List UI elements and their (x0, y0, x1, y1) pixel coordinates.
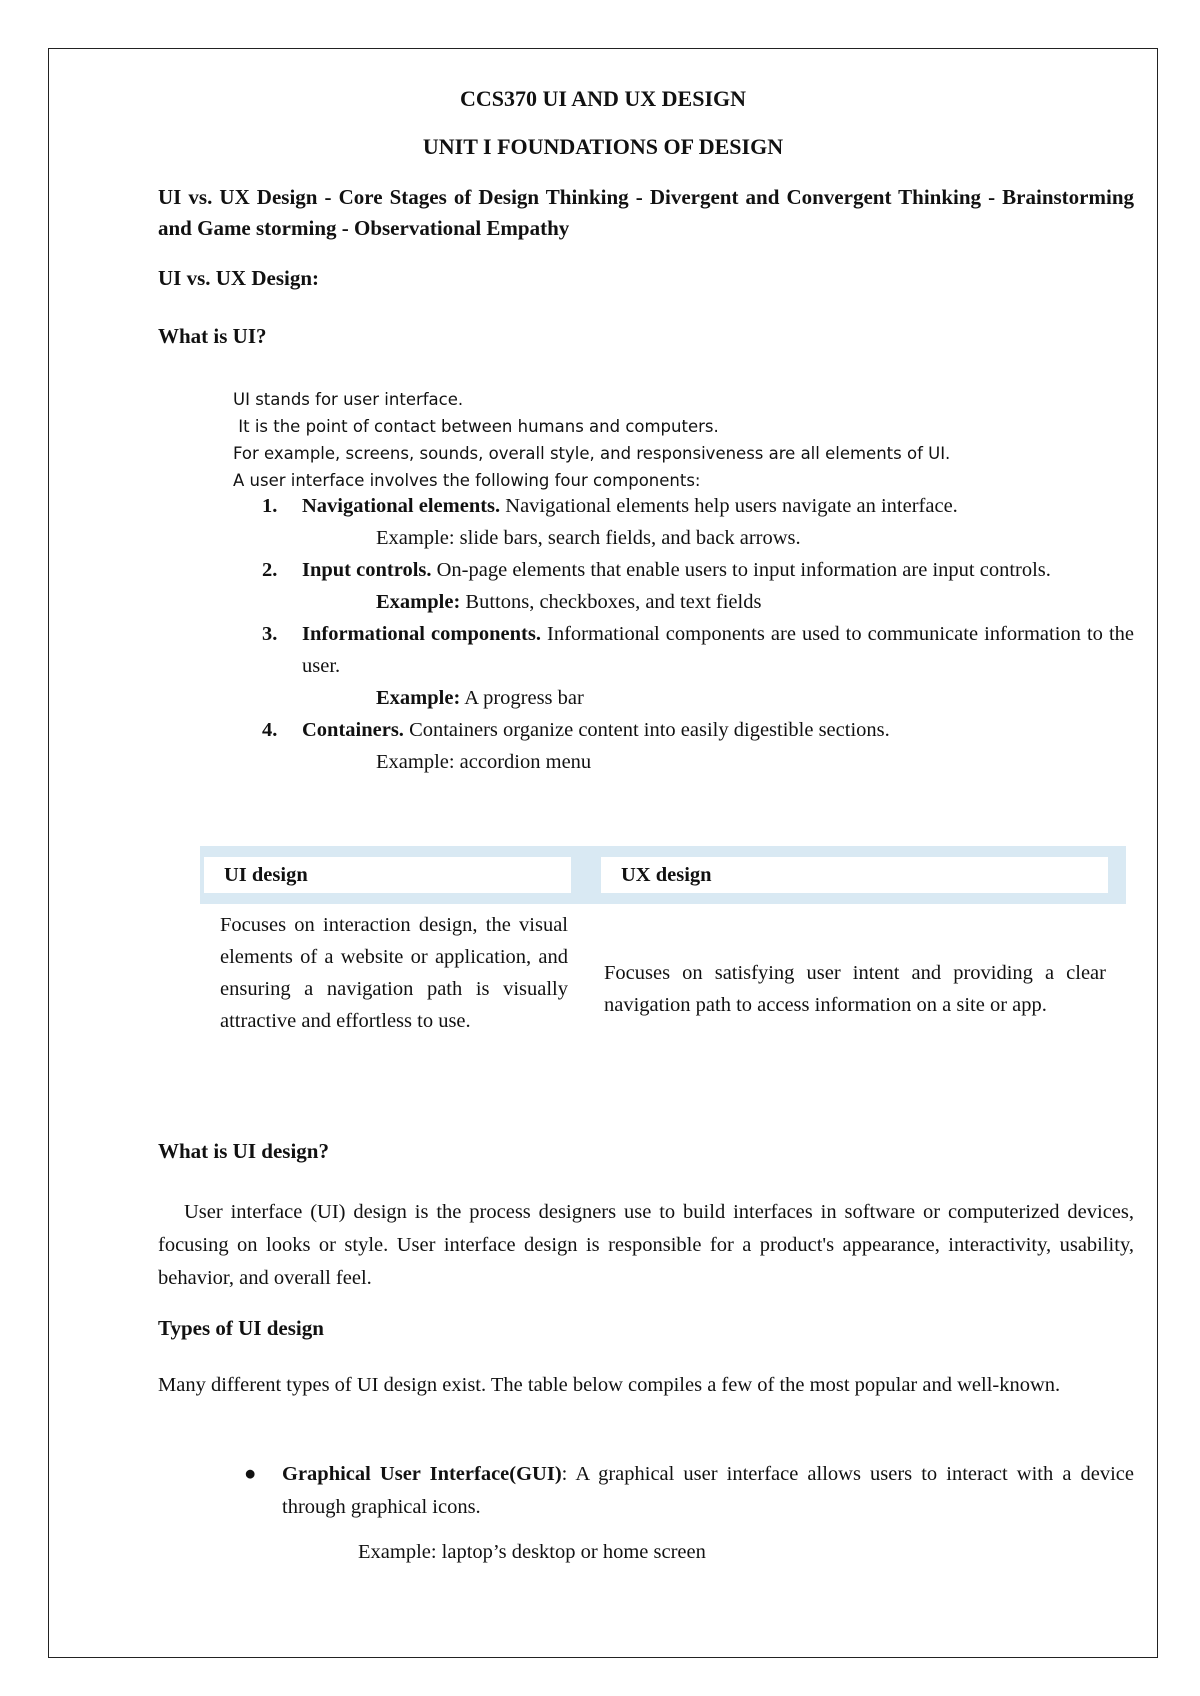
table-header-ux-design: UX design (601, 857, 1108, 893)
definition-line: UI stands for user interface. (233, 390, 464, 409)
item-description: Navigational elements help users navigate an interface. (500, 495, 958, 517)
item-term: Input controls. (302, 559, 432, 581)
heading-ui-vs-ux: UI vs. UX Design: (158, 266, 320, 290)
item-description: On-page elements that enable users to input information are input controls. (431, 559, 1051, 581)
item-number: 4. (262, 719, 278, 741)
item-description: Informational components are used to communicate information to the user. (302, 623, 1134, 677)
item-description: Containers organize content into easily digestible sections. (403, 719, 890, 741)
definition-line: For example, screens, sounds, overall style, and responsiveness are all elements of UI. (233, 444, 951, 463)
list-item (262, 714, 1134, 746)
bullet-item (244, 1458, 1134, 1524)
bullet-description: : A graphical user interface allows users to interact with a device through graphical icons. (282, 1463, 1134, 1518)
heading-what-is-ui: What is UI? (158, 324, 267, 348)
heading-what-is-ui-design: What is UI design? (158, 1139, 329, 1163)
list-item (262, 490, 1134, 522)
ui-design-paragraph: User interface (UI) design is the process designers use to build interfaces in software or computerized devices, focusing on looks or style. User interface design is responsible for a product's appearance, interactivity, usability, behavior, and overall feel. (158, 1201, 1134, 1289)
ui-definition-lines (233, 386, 950, 494)
bullet-example: Example: laptop’s desktop or home screen (358, 1541, 706, 1563)
item-example: Example: accordion menu (376, 751, 592, 773)
item-example: Example: slide bars, search fields, and back arrows. (376, 527, 801, 549)
bullet-dot-icon: ● (244, 1463, 257, 1485)
unit-title: UNIT I FOUNDATIONS OF DESIGN (422, 134, 784, 159)
item-term: Containers. (302, 719, 404, 741)
item-example: Example: Buttons, checkboxes, and text fields (376, 591, 762, 613)
ui-components-list (262, 490, 1134, 778)
item-number: 1. (262, 495, 278, 517)
comparison-table-header (200, 846, 1126, 904)
table-cell-ui-design: Focuses on interaction design, the visual elements of a website or application, and ensuring a navigation path is visually attractive and effortless to use. (220, 914, 568, 1032)
item-example: Example: A progress bar (376, 687, 584, 709)
definition-line: A user interface involves the following four components: (233, 471, 701, 490)
item-term: Informational components. (302, 623, 541, 645)
types-paragraph: Many different types of UI design exist. The table below compiles a few of the most popular and well-known. (158, 1374, 1061, 1396)
list-item (262, 618, 1134, 682)
definition-line: It is the point of contact between humans and computers. (233, 417, 719, 436)
item-term: Navigational elements. (302, 495, 501, 517)
bullet-term: Graphical User Interface(GUI) (282, 1463, 562, 1485)
list-item (262, 554, 1134, 586)
table-cell-ux-design: Focuses on satisfying user intent and providing a clear navigation path to access information on a site or app. (604, 962, 1106, 1016)
unit-topics: UI vs. UX Design - Core Stages of Design Thinking - Divergent and Convergent Thinking - Brainstorming and Game storming - Observational Empathy (158, 185, 1134, 240)
item-number: 3. (262, 623, 278, 645)
table-header-ui-design: UI design (204, 857, 571, 893)
item-number: 2. (262, 559, 278, 581)
heading-types-of-ui-design: Types of UI design (158, 1316, 324, 1340)
course-title: CCS370 UI AND UX DESIGN (459, 86, 747, 111)
